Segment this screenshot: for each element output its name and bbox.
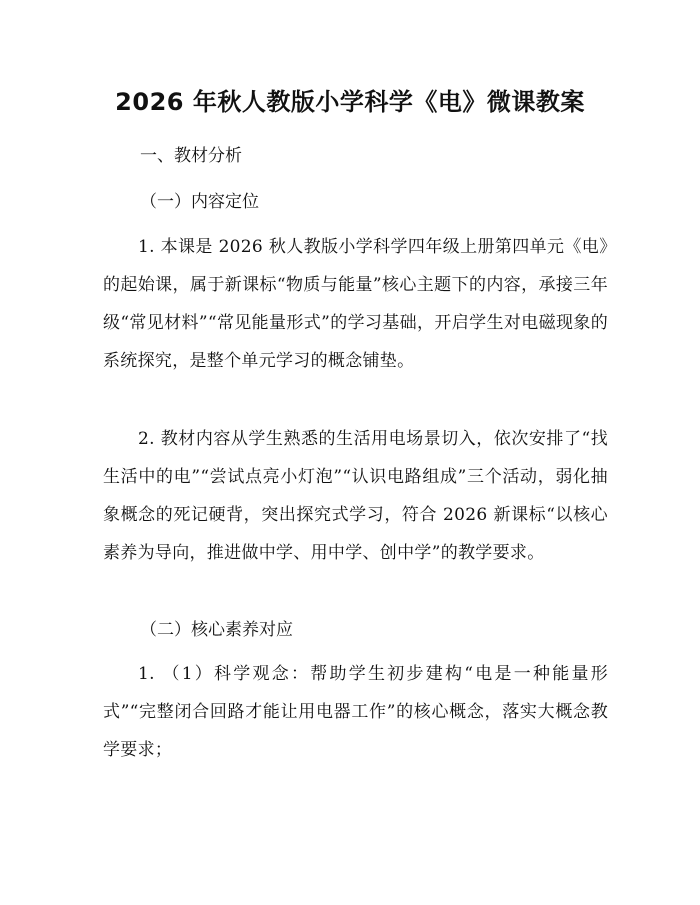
paragraph-content-positioning-1: 1. 本课是 2026 秋人教版小学科学四年级上册第四单元《电》的起始课，属于新课标“物质与能量”核心主题下的内容，承接三年级“常见材料”“常见能量形式”的学习基础，开启学生对电磁现象的系统探究，是整个单元学习的概念铺垫。 [103, 237, 608, 371]
subsection-heading-core-literacy: （二）核心素养对应 [140, 620, 293, 640]
section-heading-textbook-analysis: 一、教材分析 [140, 146, 242, 166]
paragraph-content-positioning-2: 2. 教材内容从学生熟悉的生活用电场景切入，依次安排了“找生活中的电”“尝试点亮小灯泡”“认识电路组成”三个活动，弱化抽象概念的死记硬背，突出探究式学习，符合 2026 新课标“以核心素养为导向，推进做中学、用中学、创中学”的教学要求。 [103, 429, 608, 563]
document-title: 2026 年秋人教版小学科学《电》微课教案 [115, 88, 585, 116]
subsection-heading-content-positioning: （一）内容定位 [140, 192, 259, 212]
paragraph-core-literacy-1: 1. （1）科学观念：帮助学生初步建构“电是一种能量形式”“完整闭合回路才能让用电器工作”的核心概念，落实大概念教学要求； [103, 664, 608, 760]
